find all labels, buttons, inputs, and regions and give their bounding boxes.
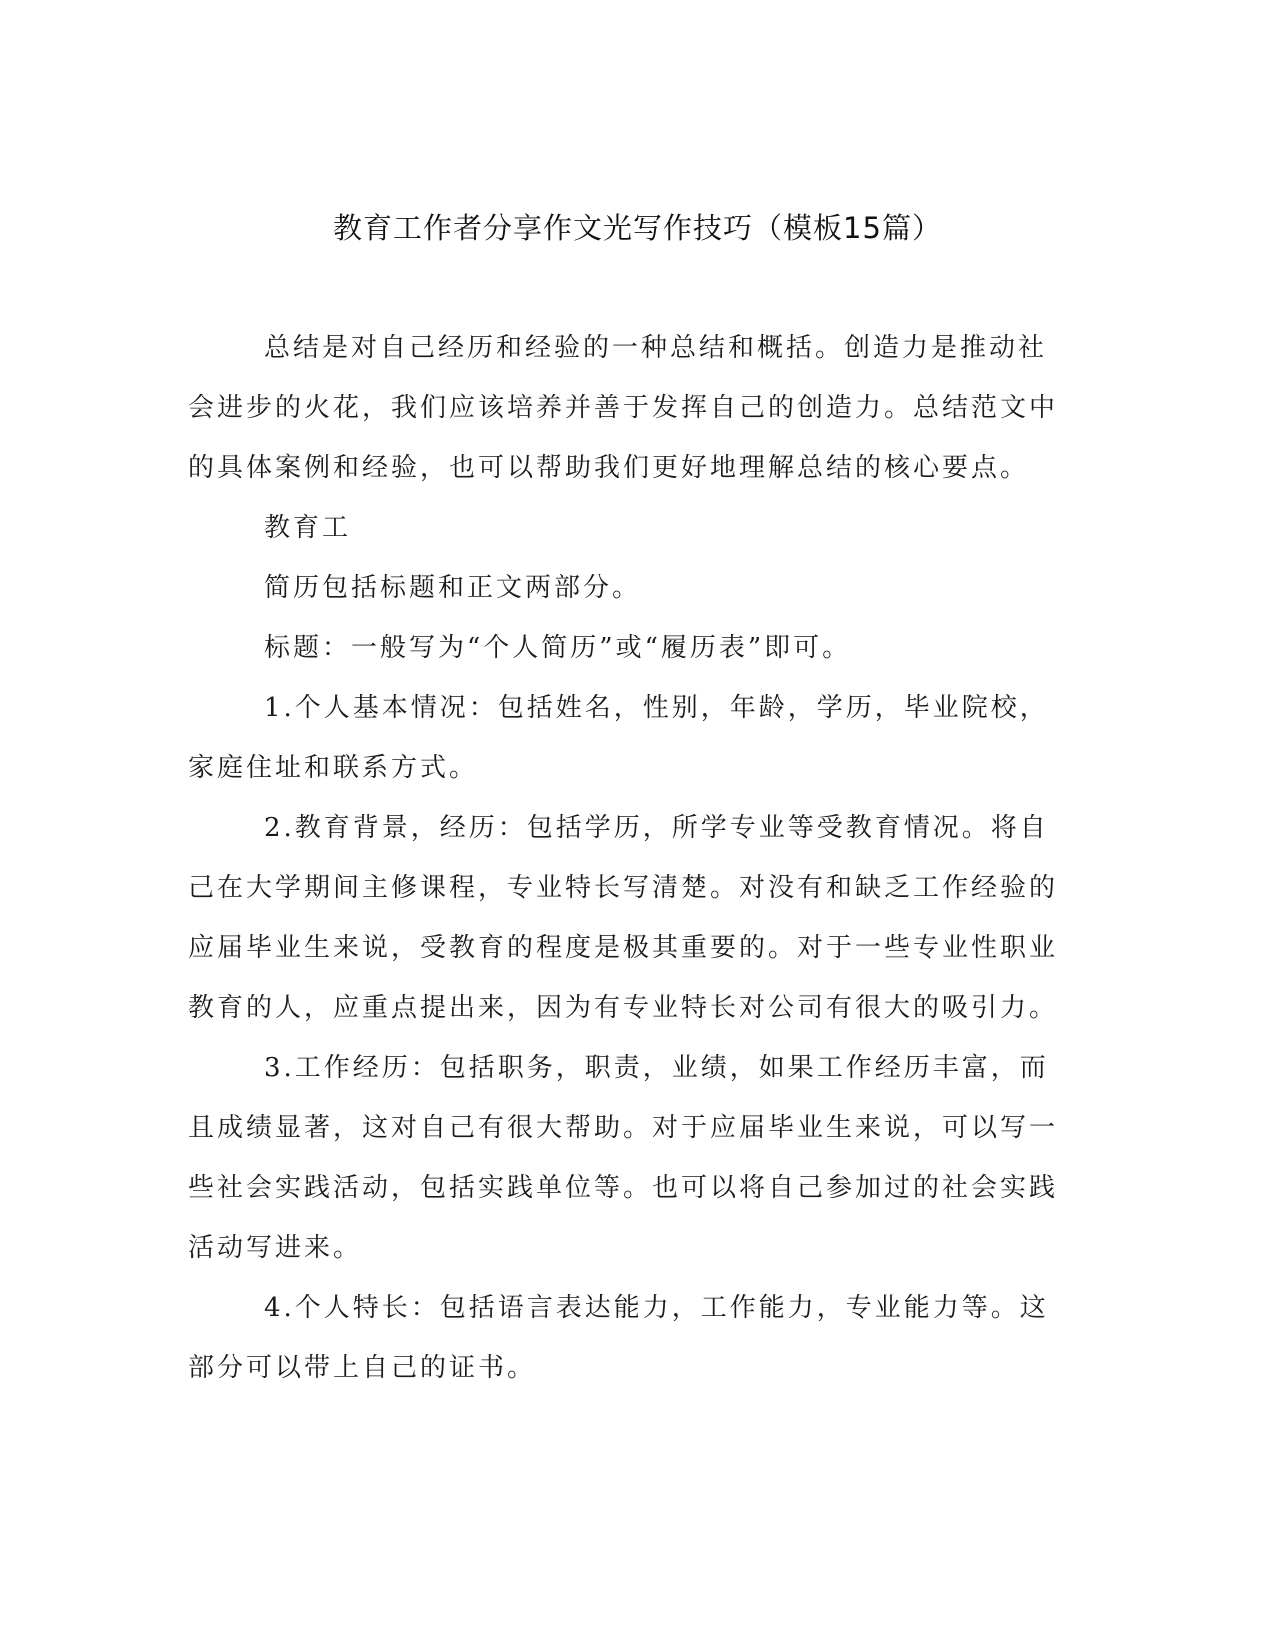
paragraph-personal-info: 1.个人基本情况：包括姓名，性别，年龄，学历，毕业院校，家庭住址和联系方式。 [188, 693, 1049, 783]
document-body [188, 318, 1064, 1398]
paragraph-resume-title: 标题：一般写为“个人简历”或“履历表”即可。 [264, 633, 852, 663]
paragraph-resume-parts: 简历包括标题和正文两部分。 [264, 573, 642, 603]
paragraph-education: 2.教育背景，经历：包括学历，所学专业等受教育情况。将自己在大学期间主修课程，专业特长写清楚。对没有和缺乏工作经验的应届毕业生来说，受教育的程度是极其重要的。对于一些专业性职业教育的人，应重点提出来，因为有专业特长对公司有很大的吸引力。 [188, 813, 1059, 1023]
paragraph-skills: 4.个人特长：包括语言表达能力，工作能力，专业能力等。这部分可以带上自己的证书。 [188, 1293, 1049, 1383]
paragraph-intro: 总结是对自己经历和经验的一种总结和概括。创造力是推动社会进步的火花，我们应该培养并善于发挥自己的创造力。总结范文中的具体案例和经验，也可以帮助我们更好地理解总结的核心要点。 [188, 333, 1059, 483]
paragraph-work-experience: 3.工作经历：包括职务，职责，业绩，如果工作经历丰富，而且成绩显著，这对自己有很大帮助。对于应届毕业生来说，可以写一些社会实践活动，包括实践单位等。也可以将自己参加过的社会实践活动写进来。 [188, 1053, 1059, 1263]
document-title: 教育工作者分享作文光写作技巧（模板15篇） [333, 211, 942, 245]
paragraph-heading-fragment: 教育工 [264, 513, 352, 543]
